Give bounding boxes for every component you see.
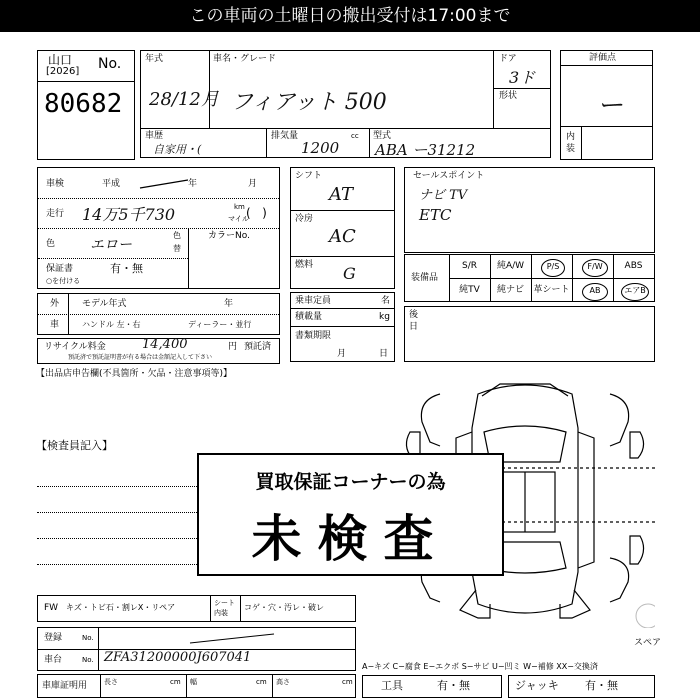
ac-label: 冷房: [295, 214, 314, 224]
recycle-value: 14,400: [142, 337, 188, 352]
recycle-status: 預託済: [244, 342, 272, 352]
glass-fw: FW: [44, 603, 59, 613]
foreign-label2: 車: [50, 320, 60, 330]
damage-legend: A−キズ C−腐食 E−エクボ S−サビ U−凹ミ W−補修 XX−交換済: [362, 662, 598, 671]
capacity-box: [290, 292, 395, 362]
equip-tv: 純TV: [459, 285, 480, 295]
equipment-label: 装備品: [411, 273, 439, 283]
equip-aw: 純A/W: [496, 261, 525, 271]
capacity-unit: 名: [381, 296, 391, 306]
doc-deadline-month: 月: [337, 349, 347, 359]
lot-label: No.: [98, 56, 122, 72]
tools-label: 工具: [381, 679, 403, 692]
mileage-unit-mile: マイル: [228, 215, 249, 223]
doors-label: ドア: [499, 54, 517, 64]
recycle-note: 預託済で預託証明書が有る場合は金額記入して下さい: [68, 354, 213, 361]
category-value: 自家用・(: [153, 143, 202, 156]
shift-label: シフト: [295, 171, 323, 181]
color-change-bottom: 替: [173, 244, 181, 253]
tools-options: 有・無: [437, 679, 470, 692]
garage-label: 車庫証明用: [42, 681, 88, 691]
score-label: 評価点: [589, 53, 617, 63]
warranty-label: 保証書: [46, 264, 74, 274]
inspector-notes-header: 【検査員記入】: [36, 439, 113, 452]
jack-label: ジャッキ: [515, 679, 559, 692]
score-box: [560, 50, 653, 160]
warranty-note: ○を付ける: [46, 277, 81, 285]
payload-unit: kg: [379, 312, 390, 322]
stamp-line1: 買取保証コーナーの為: [255, 471, 446, 493]
shape-label: 形状: [499, 91, 518, 101]
warranty-options: 有・無: [110, 262, 143, 275]
displacement-unit: cc: [351, 132, 359, 140]
strike-mark: [138, 178, 193, 192]
car-name-label: 車名・グレード: [213, 54, 277, 64]
equip-leather: 革シート: [533, 285, 570, 295]
fuel-label: 燃料: [295, 260, 314, 270]
color-change-top: 色: [173, 231, 181, 240]
inspection-year: 年: [188, 179, 198, 189]
glass-seat-text: コゲ・穴・汚レ・破レ: [244, 603, 324, 612]
garage-unit-2: cm: [256, 678, 267, 686]
color-label: 色: [46, 239, 56, 249]
equip-ab: AB: [582, 283, 608, 301]
garage-height: 高さ: [276, 678, 290, 686]
equip-abs: ABS: [624, 261, 643, 271]
equip-air-b: エアB: [621, 283, 649, 301]
color-value: エロー: [90, 237, 132, 253]
seller-notes-header: 【出品店申告欄(不具箇所・欠品・注意事項等)】: [36, 369, 233, 379]
unchecked-stamp: [197, 453, 504, 576]
stamp-line2: 未検査: [251, 510, 450, 568]
lot-box: [37, 50, 135, 160]
foreign-handle: ハンドル 左・右: [82, 320, 141, 329]
glass-seat-bottom: 内装: [214, 609, 228, 617]
equip-sr: S/R: [462, 261, 477, 271]
registration-suffix: No.: [82, 634, 94, 642]
rear-label1: 後: [409, 310, 419, 320]
registration-box: [37, 627, 356, 671]
garage-unit-1: cm: [170, 678, 181, 686]
doors-value: 3ド: [509, 68, 536, 87]
foreign-year-unit: 年: [224, 299, 234, 309]
sales-point-line1: ナビ TV: [419, 188, 468, 203]
inspection-era: 平成: [102, 179, 121, 189]
year-model-label: 年式: [145, 54, 164, 64]
sales-point-label: セールスポイント: [413, 171, 485, 181]
model-type-value: ABA ー31212: [375, 141, 476, 159]
jack-options: 有・無: [585, 679, 618, 692]
registration-strike: [188, 630, 278, 646]
glass-fw-text: キズ・トビ石・割レX・リペア: [66, 603, 176, 612]
mileage-label: 走行: [46, 209, 65, 219]
mileage-unit-km: km: [234, 203, 245, 211]
vehicle-header: [140, 50, 551, 158]
recycle-unit: 円: [228, 342, 238, 352]
glass-seat-box: [37, 595, 356, 622]
spare-label: スペア: [634, 638, 662, 648]
top-banner: この車両の土曜日の搬出受付は17:00まで: [0, 0, 700, 32]
foreign-model-year: モデル年式: [82, 299, 127, 309]
rear-box: [404, 306, 655, 362]
garage-unit-3: cm: [342, 678, 353, 686]
lot-region: 山口: [48, 53, 73, 67]
capacity-label: 乗車定員: [295, 296, 332, 306]
category-label: 車歴: [145, 131, 164, 141]
garage-length: 長さ: [104, 678, 118, 686]
score-value: ー: [597, 91, 624, 121]
inspection-label: 車検: [46, 179, 65, 189]
equip-fw: F/W: [582, 259, 608, 277]
year-model-value: 28/12月: [149, 89, 219, 110]
jack-box: [508, 675, 655, 698]
doc-deadline-label: 書類期限: [295, 331, 332, 341]
chassis-label: 車台: [44, 655, 63, 665]
chassis-value: ZFA31200000J607041: [104, 650, 252, 665]
sales-point-line2: ETC: [419, 206, 452, 224]
doc-deadline-day: 日: [379, 349, 389, 359]
foreign-label1: 外: [50, 299, 60, 309]
mileage-value: 14万5千730: [82, 205, 176, 224]
foreign-box: [37, 293, 280, 335]
foreign-dealer: ディーラー・並行: [188, 320, 252, 329]
glass-seat-top: シート: [214, 599, 235, 607]
interior-label: 内装: [566, 132, 576, 154]
registration-label: 登録: [44, 633, 63, 643]
chassis-suffix: No.: [82, 656, 94, 664]
garage-width: 幅: [190, 678, 197, 686]
fuel-value: G: [343, 264, 356, 283]
payload-label: 積載量: [295, 312, 323, 322]
color-no-label: カラーNo.: [208, 231, 250, 241]
sales-point-box: [404, 167, 655, 253]
garage-box: [37, 674, 356, 698]
shift-value: AT: [329, 184, 354, 205]
equip-ps: P/S: [541, 259, 565, 277]
lot-year-tag: [2026]: [46, 66, 80, 77]
drive-box: [290, 167, 395, 289]
equip-navi: 純ナビ: [496, 285, 524, 295]
inspection-month: 月: [248, 179, 258, 189]
equipment-box: [404, 254, 655, 302]
rear-label2: 日: [409, 322, 419, 332]
model-type-label: 型式: [373, 131, 392, 141]
spec-box: 車検 平成 年 月 走行 14万5千730 km マイル ( ) 色 エロー 色 替 カラーNo. 保証書 有・無 ○を付ける: [37, 167, 280, 289]
displacement-value: 1200: [301, 139, 340, 157]
ac-value: AC: [329, 226, 356, 247]
car-name-value: フィアット 500: [231, 90, 387, 115]
recycle-label: リサイクル料金: [44, 342, 106, 352]
recycle-box: [37, 338, 280, 364]
displacement-label: 排気量: [271, 131, 299, 141]
tools-box: [362, 675, 502, 698]
lot-number: 80682: [44, 89, 123, 119]
